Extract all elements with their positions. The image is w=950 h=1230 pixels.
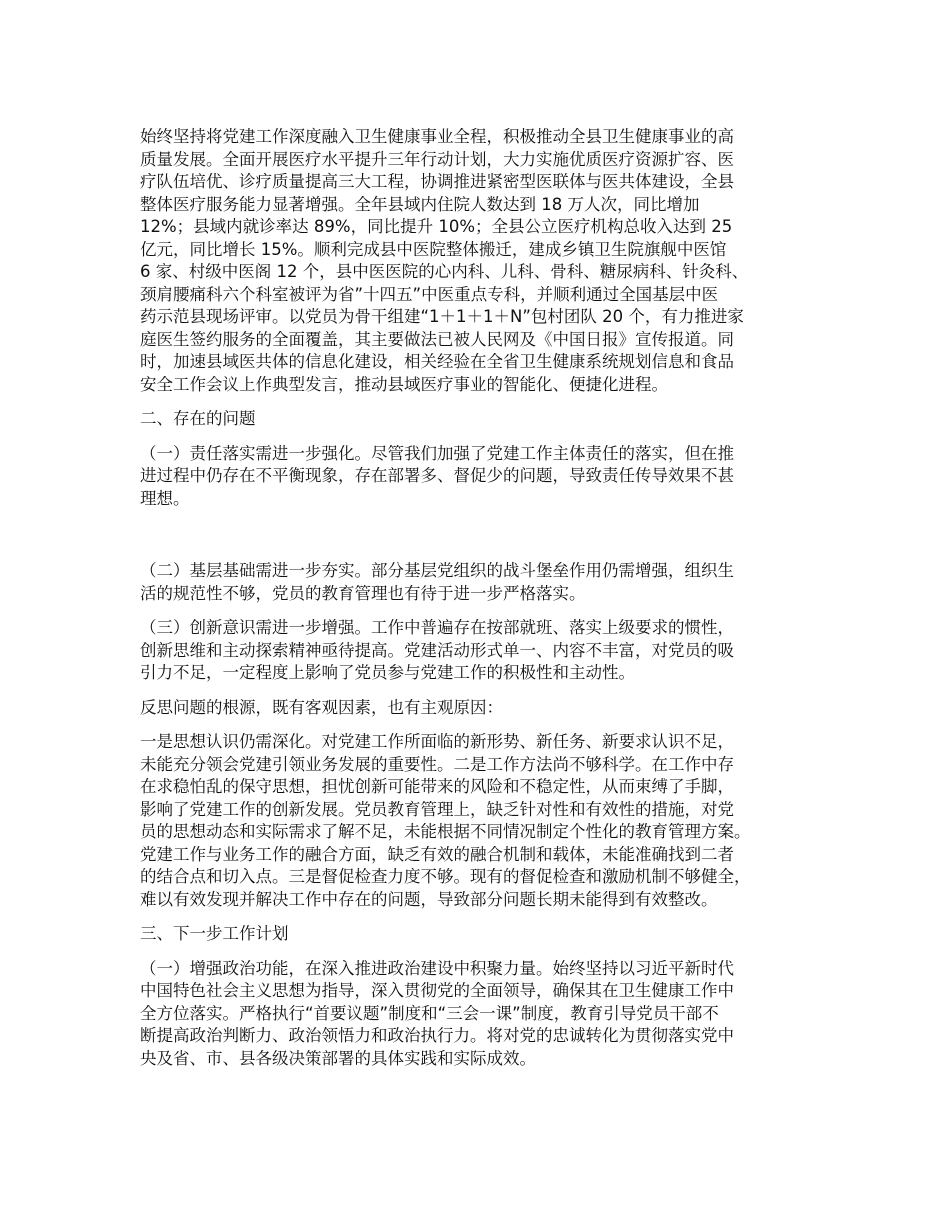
text-line: 安全工作会议上作典型发言，推动县域医疗事业的智能化、便捷化进程。 (140, 374, 668, 394)
paragraph (140, 731, 830, 911)
text-line: 党建工作与业务工作的融合方面，缺乏有效的融合机制和载体，未能准确找到二者 (140, 844, 734, 864)
text-line: 央及省、市、县各级决策部署的具体实践和实际成效。 (140, 1048, 536, 1068)
text-line: 三、下一步工作计划 (140, 924, 289, 943)
text-line: 质量发展。全面开展医疗水平提升三年行动计划，大力实施优质医疗资源扩容、医 (140, 149, 734, 169)
text-line: 时，加速县域医共体的信息化建设，相关经验在全省卫生健康系统规划信息和食品 (140, 352, 734, 371)
section-heading (140, 923, 830, 946)
section-heading (140, 408, 830, 431)
text-line: 6 家、村级中医阁 12 个，县中医医院的心内科、儿科、骨科、糖尿病科、针灸科、 (140, 262, 749, 281)
text-line: 整体医疗服务能力显著增强。全年县域内住院人数达到 18 万人次，同比增加 (140, 194, 700, 214)
paragraph (140, 958, 830, 1071)
paragraph (140, 560, 830, 605)
text-line: 庭医生签约服务的全面覆盖，其主要做法已被人民网及《中国日报》宣传报道。同 (140, 329, 734, 349)
text-line: （一）责任落实需进一步强化。尽管我们加强了党建工作主体责任的落实，但在推 (140, 443, 734, 463)
text-line: 理想。 (140, 488, 190, 508)
text-line: 二、存在的问题 (140, 409, 256, 428)
text-line: （三）创新意识需进一步增强。工作中普遍存在按部就班、落实上级要求的惯性， (140, 618, 734, 637)
text-line: 始终坚持将党建工作深度融入卫生健康事业全程，积极推动全县卫生健康事业的高 (140, 127, 734, 146)
text-line: 难以有效发现并解决工作中存在的问题，导致部分问题长期未能得到有效整改。 (140, 889, 718, 909)
blank-space (140, 522, 830, 560)
paragraph (140, 126, 830, 396)
text-line: 中国特色社会主义思想为指导，深入贯彻党的全面领导，确保其在卫生健康工作中 (140, 981, 734, 1000)
text-line: 活的规范性不够，党员的教育管理也有待于进一步严格落实。 (140, 583, 586, 603)
text-line: 的结合点和切入点。三是督促检查力度不够。现有的督促检查和激励机制不够健全， (140, 867, 751, 886)
text-line: （二）基层基础需进一步夯实。部分基层党组织的战斗堡垒作用仍需增强，组织生 (140, 561, 734, 580)
text-line: 反思问题的根源，既有客观因素，也有主观原因： (140, 697, 503, 717)
text-line: 药示范县现场评审。以党员为骨干组建“1＋1＋1＋N”包村团队 20 个，有力推进家 (140, 307, 744, 326)
text-line: 颈肩腰痛科六个科室被评为省”十四五”中医重点专科，并顺利通过全国基层中医 (140, 284, 719, 304)
paragraph (140, 443, 830, 511)
text-line: 12%；县域内就诊率达 89%，同比提升 10%；全县公立医疗机构总收入达到 25 (140, 217, 733, 236)
text-line: 未能充分领会党建引领业务发展的重要性。二是工作方法尚不够科学。在工作中存 (140, 754, 734, 774)
text-line: 员的思想动态和实际需求了解不足，未能根据不同情况制定个性化的教育管理方案。 (140, 822, 751, 841)
text-line: 亿元，同比增长 15%。顺利完成县中医院整体搬迁，建成乡镇卫生院旗舰中医馆 (140, 239, 727, 259)
text-line: 创新思维和主动探索精神亟待提高。党建活动形式单一、内容不丰富，对党员的吸 (140, 640, 734, 660)
text-line: 一是思想认识仍需深化。对党建工作所面临的新形势、新任务、新要求认识不足， (140, 732, 734, 751)
text-line: 全方位落实。严格执行“首要议题”制度和“三会一课”制度，教育引导党员干部不 (140, 1003, 719, 1023)
text-line: 进过程中仍存在不平衡现象，存在部署多、督促少的问题，导致责任传导效果不甚 (140, 466, 734, 485)
paragraph (140, 697, 830, 720)
text-line: 影响了党建工作的创新发展。党员教育管理上，缺乏针对性和有效性的措施，对党 (140, 799, 734, 819)
document-page (140, 126, 830, 1082)
text-line: 断提高政治判断力、政治领悟力和政治执行力。将对党的忠诚转化为贯彻落实党中 (140, 1026, 734, 1045)
text-line: 引力不足，一定程度上影响了党员参与党建工作的积极性和主动性。 (140, 663, 635, 682)
text-line: 疗队伍培优、诊疗质量提高三大工程，协调推进紧密型医联体与医共体建设，全县 (140, 172, 734, 191)
paragraph (140, 617, 830, 685)
text-line: （一）增强政治功能，在深入推进政治建设中积聚力量。始终坚持以习近平新时代 (140, 958, 734, 978)
text-line: 在求稳怕乱的保守思想，担忧创新可能带来的风险和不稳定性，从而束缚了手脚， (140, 777, 734, 796)
